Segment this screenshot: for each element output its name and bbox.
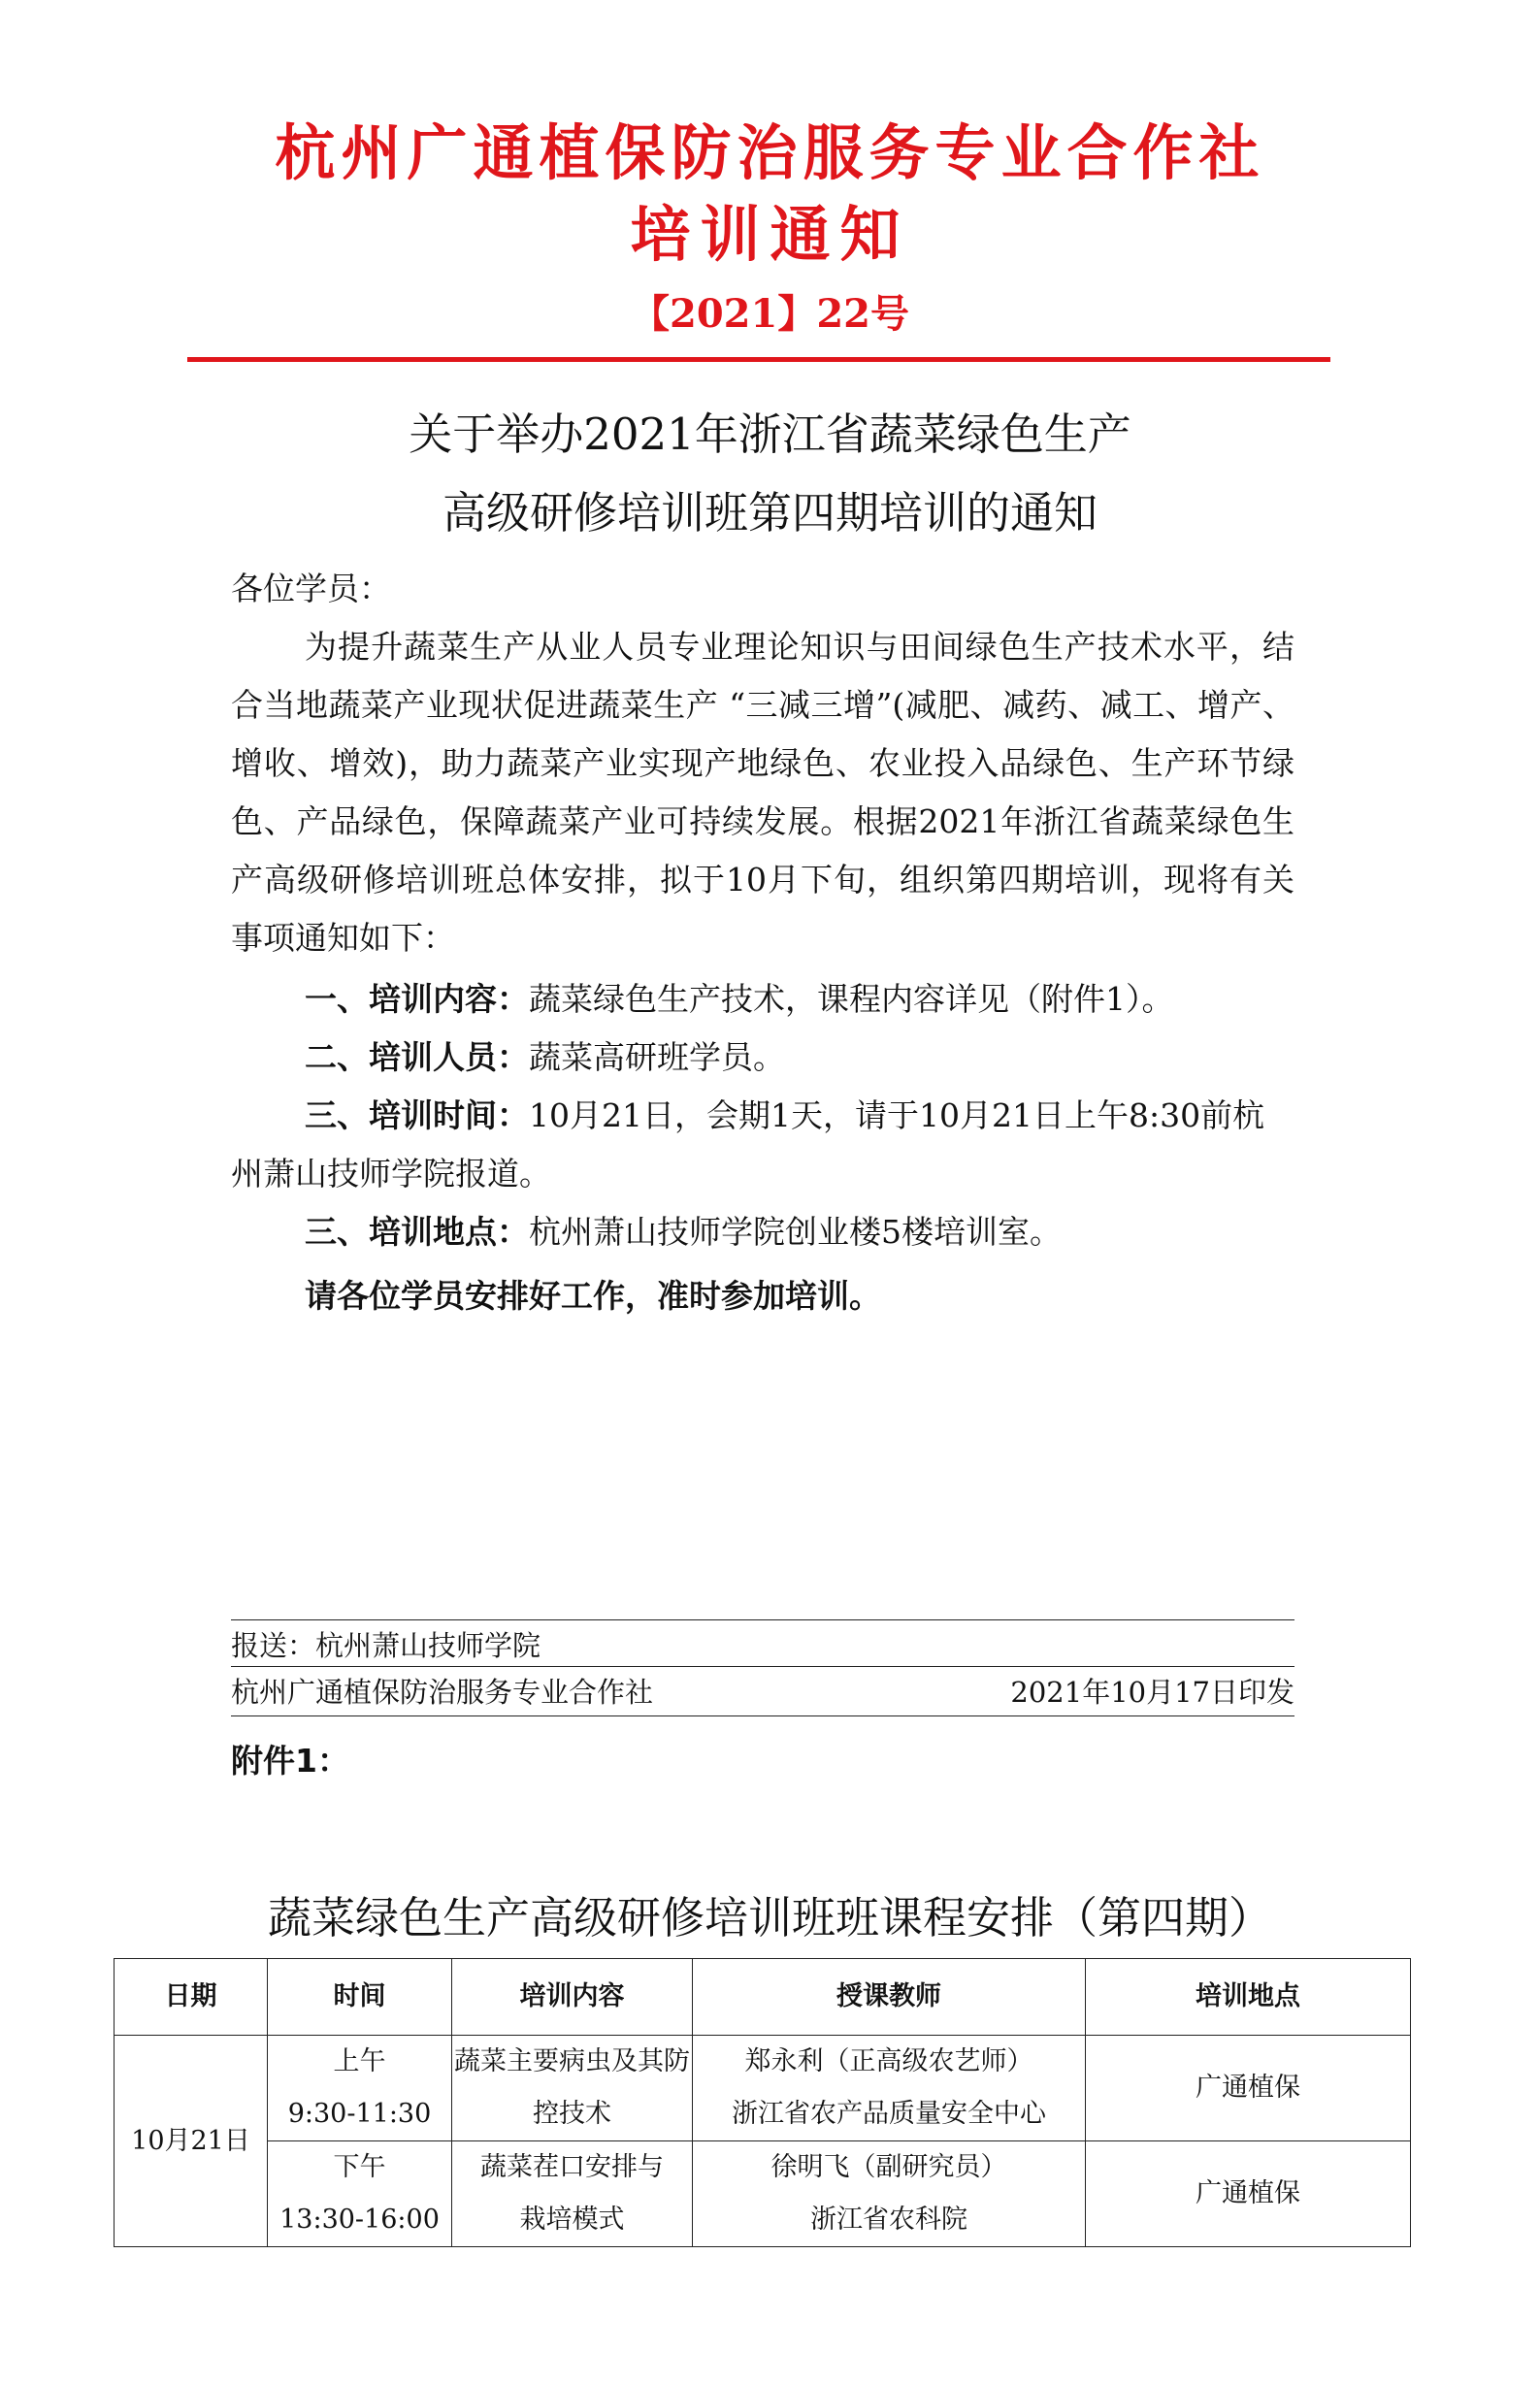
item-text: 杭州萧山技师学院创业楼5楼培训室。 [529,1213,1062,1251]
item-label: 一、培训内容： [305,980,529,1018]
item-training-location [231,1203,1294,1261]
footer-issue-date: 2021年10月17日印发 [1010,1676,1294,1709]
content-line: 蔬菜主要病虫及其防 [454,2046,690,2076]
table-header-row [115,1959,1411,2036]
item-training-time [231,1087,1294,1203]
item-text: 10月21日，会期1天，请于10月21日上午8:30前杭州萧山技师学院报道。 [231,1096,1265,1192]
item-text: 蔬菜绿色生产技术，课程内容详见（附件1）。 [529,980,1174,1018]
column-header-location: 培训地点 [1086,1959,1411,2036]
table-row [115,2141,1411,2247]
item-training-content [231,970,1294,1029]
content-line: 蔬菜茬口安排与 [480,2152,664,2182]
column-header-time: 时间 [268,1959,452,2036]
schedule-title: 蔬菜绿色生产高级研修培训班班课程安排（第四期） [267,1892,1272,1944]
cell-time [268,2141,452,2247]
time-range: 9:30-11:30 [287,2099,432,2129]
cell-location: 广通植保 [1086,2141,1411,2247]
item-label: 三、培训地点： [305,1213,529,1251]
item-label: 三、培训时间： [305,1096,529,1134]
document-number: 【2021】22号 [631,291,909,337]
teacher-name: 徐明飞（副研究员） [770,2152,1007,2182]
document-type: 培训通知 [630,199,910,270]
column-header-teacher: 授课教师 [693,1959,1086,2036]
table-row [115,2036,1411,2141]
footer-cc: 报送：杭州萧山技师学院 [231,1629,541,1662]
footer-rule-bottom [231,1715,1294,1716]
footer-rule-middle [231,1666,1294,1667]
annex-label: 附件1： [231,1742,349,1780]
intro-paragraph: 为提升蔬菜生产从业人员专业理论知识与田间绿色生产技术水平，结合当地蔬菜产业现状促进蔬菜生产 “三减三增”(减肥、减药、减工、增产、增收、增效)，助力蔬菜产业实现产地绿色、农业投入品绿色、生产环节绿色、产品绿色，保障蔬菜产业可持续发展。根据2021年浙江省蔬菜绿色生产高级研修培训班总体安排，拟于10月下旬，组织第四期培训，现将有关事项通知如下： [231,628,1294,957]
footer-issuer-line [231,1671,1294,1714]
notice-title-line-2: 高级研修培训班第四期培训的通知 [442,487,1098,539]
organization-name: 杭州广通植保防治服务专业合作社 [275,117,1265,188]
cell-teacher [693,2141,1086,2247]
cell-content [452,2036,693,2141]
time-period: 下午 [333,2152,386,2182]
red-header-rule [187,357,1330,362]
cell-time [268,2036,452,2141]
footer-rule-top [231,1619,1294,1620]
content-line: 控技术 [533,2099,611,2129]
time-range: 13:30-16:00 [279,2205,440,2235]
column-header-date: 日期 [115,1959,268,2036]
closing-remark: 请各位学员安排好工作，准时参加培训。 [305,1277,881,1315]
column-header-content: 培训内容 [452,1959,693,2036]
content-line: 栽培模式 [519,2205,625,2235]
cell-location: 广通植保 [1086,2036,1411,2141]
schedule-table [114,1958,1411,2247]
cell-content [452,2141,693,2247]
teacher-org: 浙江省农科院 [810,2205,967,2235]
cell-date: 10月21日 [115,2036,268,2247]
item-trainees [231,1029,1294,1087]
teacher-name: 郑永利（正高级农艺师） [744,2046,1033,2076]
item-label: 二、培训人员： [305,1038,529,1076]
notice-title-line-1: 关于举办2021年浙江省蔬菜绿色生产 [409,408,1131,460]
teacher-org: 浙江省农产品质量安全中心 [732,2099,1046,2129]
time-period: 上午 [333,2046,386,2076]
item-text: 蔬菜高研班学员。 [529,1038,785,1076]
cell-teacher [693,2036,1086,2141]
footer-issuer: 杭州广通植保防治服务专业合作社 [231,1676,654,1709]
salutation: 各位学员： [231,570,391,607]
